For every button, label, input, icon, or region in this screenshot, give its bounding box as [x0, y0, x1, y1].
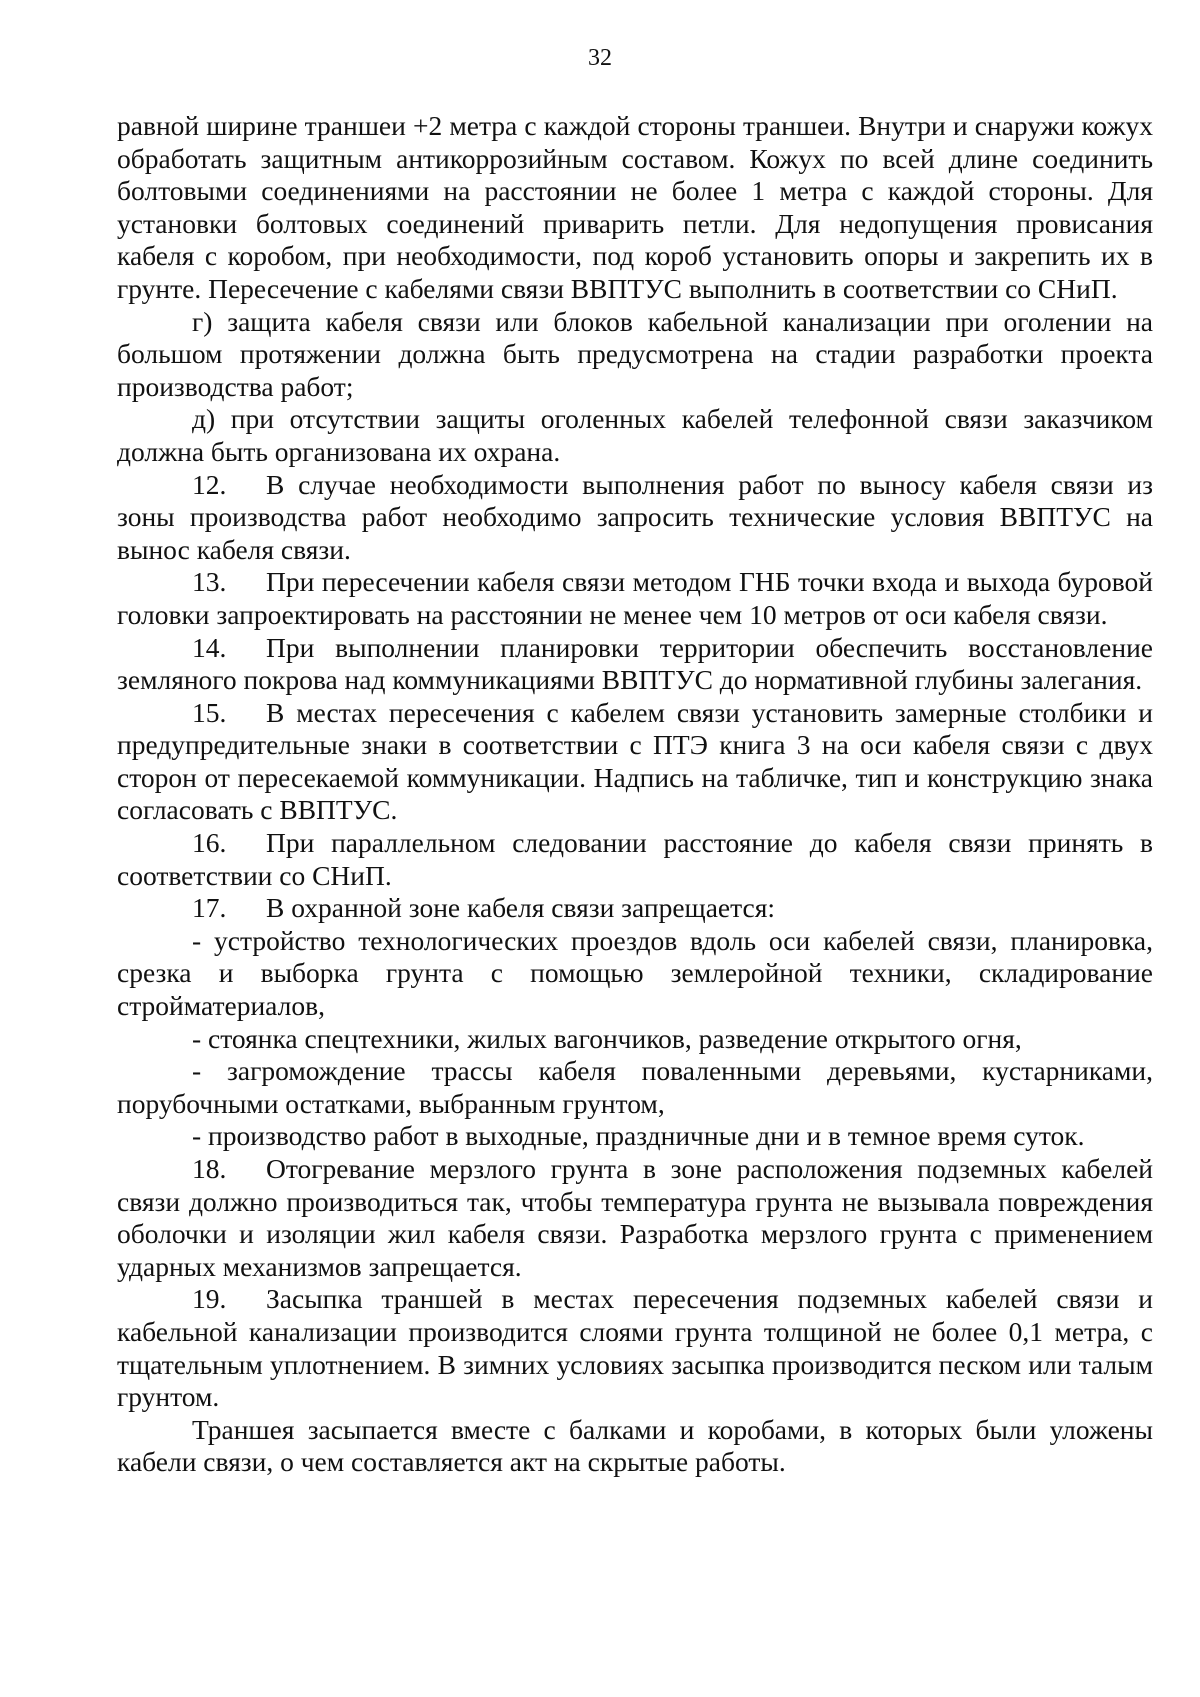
numbered-paragraph — [117, 1153, 1153, 1283]
paragraph-text: - стоянка спецтехники, жилых вагончиков, разведение открытого огня, — [192, 1022, 1022, 1054]
paragraph-text: - загромождение трассы кабеля поваленными деревьями, кустарниками, порубочными остатками, выбранным грунтом, — [117, 1055, 1153, 1119]
paragraph-text: При пересечении кабеля связи методом ГНБ точки входа и выхода буровой головки запроектировать на расстоянии не менее чем 10 метров от оси кабеля связи. — [117, 566, 1153, 630]
page-number: 32 — [588, 45, 612, 71]
paragraph-number: 18. — [192, 1153, 227, 1184]
paragraph-text: В местах пересечения с кабелем связи установить замерные столбики и предупредительные знаки в соответствии с ПТЭ книга 3 на оси кабеля связи с двух сторон от пересекаемой коммуникации. Надпись на табличке, тип и конструкцию знака согласовать с ВВПТУС. — [117, 696, 1153, 826]
paragraph-text: При выполнении планировки территории обеспечить восстановление земляного покрова над коммуникациями ВВПТУС до нормативной глубины залегания. — [117, 631, 1153, 696]
paragraph-text: - производство работ в выходные, праздничные дни и в темное время суток. — [192, 1120, 1085, 1152]
document-body — [117, 110, 1153, 1479]
paragraph — [117, 110, 1153, 306]
paragraph — [117, 306, 1153, 404]
paragraph — [117, 925, 1153, 1023]
paragraph-text: В случае необходимости выполнения работ по выносу кабеля связи из зоны производства работ необходимо запросить технические условия ВВПТУС на вынос кабеля связи. — [117, 468, 1153, 565]
paragraph — [117, 1055, 1153, 1120]
paragraph-number: 14. — [192, 631, 227, 663]
paragraph — [117, 1023, 1153, 1056]
paragraph-text: Засыпка траншей в местах пересечения подземных кабелей связи и кабельной канализации производится слоями грунта толщиной не более 0,1 метра, с тщательным уплотнением. В зимних условиях засыпка производится песком или талым грунтом. — [117, 1283, 1153, 1413]
numbered-paragraph — [117, 827, 1153, 892]
paragraph-text: равной ширине траншеи +2 метра с каждой стороны траншеи. Внутри и снаружи кожух обработать защитным антикоррозийным составом. Кожух по всей длине соединить болтовыми соединениями на расстоянии не более 1 метра с каждой стороны. Для установки болтовых соединений приварить петли. Для недопущения провисания кабеля с коробом, при необходимости, под короб установить опоры и закрепить их в грунте. Пересечение с кабелями связи ВВПТУС выполнить в соответствии со СНиП. — [117, 110, 1153, 304]
paragraph-text: д) при отсутствии защиты оголенных кабелей телефонной связи заказчиком должна быть организована их охрана. — [117, 403, 1153, 467]
paragraph-number: 19. — [192, 1283, 227, 1315]
numbered-paragraph — [117, 632, 1153, 697]
paragraph-text: г) защита кабеля связи или блоков кабельной канализации при оголении на большом протяжении должна быть предусмотрена на стадии разработки проекта производства работ; — [117, 305, 1153, 402]
paragraph-number: 17. — [192, 892, 227, 924]
numbered-paragraph — [117, 469, 1153, 567]
paragraph-text: Отогревание мерзлого грунта в зоне расположения подземных кабелей связи должно производиться так, чтобы температура грунта не вызывала повреждения оболочки и изоляции жил кабеля связи. Разработка мерзлого грунта с применением ударных механизмов запрещается. — [117, 1153, 1153, 1282]
paragraph — [117, 403, 1153, 468]
paragraph-text: В охранной зоне кабеля связи запрещается: — [266, 892, 775, 924]
paragraph — [117, 1120, 1153, 1153]
paragraph — [117, 1414, 1153, 1479]
numbered-paragraph — [117, 566, 1153, 631]
paragraph-text: При параллельном следовании расстояние до кабеля связи принять в соответствии со СНиП. — [117, 827, 1153, 891]
paragraph-number: 12. — [192, 468, 227, 500]
paragraph-number: 16. — [192, 827, 227, 859]
paragraph-text: Траншея засыпается вместе с балками и коробами, в которых были уложены кабели связи, о чем составляется акт на скрытые работы. — [117, 1413, 1153, 1478]
paragraph-number: 15. — [192, 696, 227, 728]
numbered-paragraph — [117, 697, 1153, 827]
paragraph-number: 13. — [192, 566, 227, 598]
numbered-paragraph — [117, 892, 1153, 925]
numbered-paragraph — [117, 1283, 1153, 1413]
paragraph-text: - устройство технологических проездов вдоль оси кабелей связи, планировка, срезка и выборка грунта с помощью землеройной техники, складирование стройматериалов, — [117, 924, 1153, 1022]
